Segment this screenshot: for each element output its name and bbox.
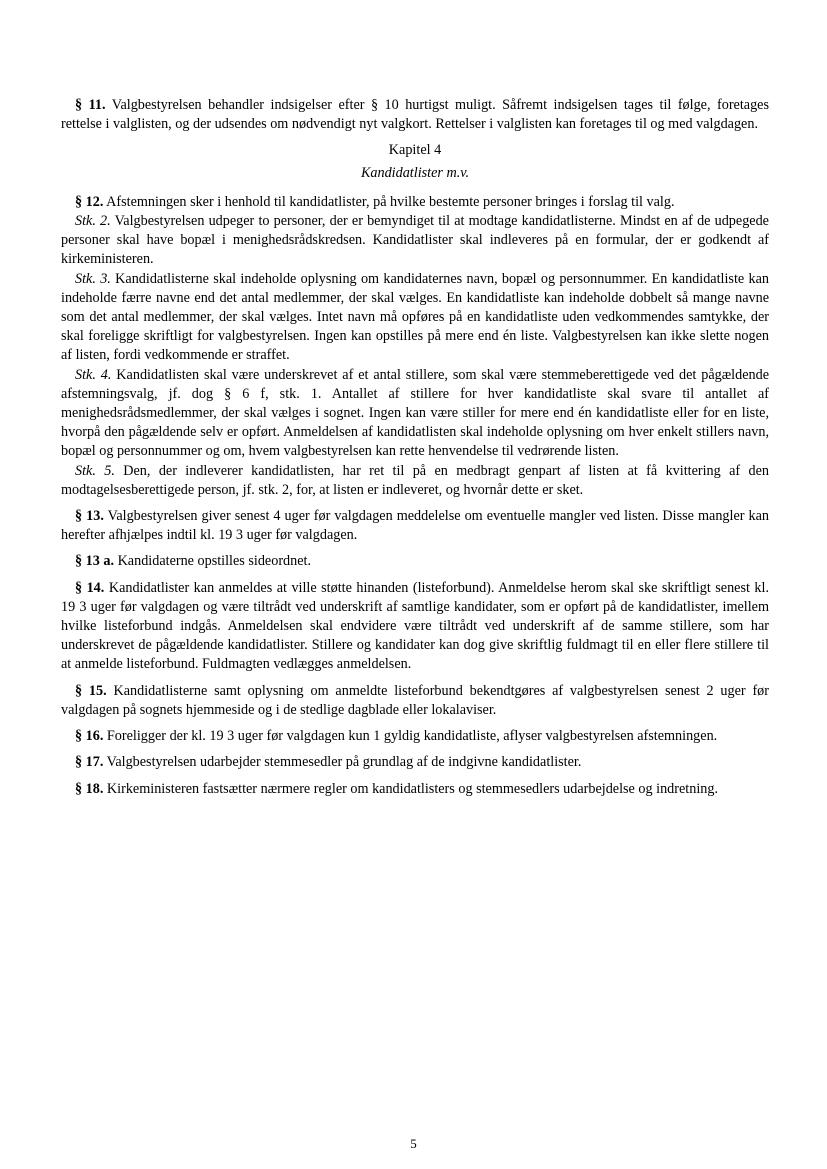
section-number: § 14. xyxy=(75,579,105,596)
chapter-subtitle: Kandidatlister m.v. xyxy=(360,164,470,181)
section-text: Kirkeministeren fastsætter nærmere regler om kandidatlisters og stemmesedlers udarbejdelse og indretning. xyxy=(103,780,718,797)
stk-text: Den, der indleverer kandidatlisten, har ret til på en medbragt genpart af listen at få kvittering af den modtagelsesberettigede person, jf. stk. 2, for, at listen er indleveret, og hvornår dette er sket. xyxy=(61,462,769,498)
section-12 xyxy=(61,193,769,212)
section-13a xyxy=(61,552,769,571)
section-number: § 11. xyxy=(75,97,106,113)
section-text: Valgbestyrelsen behandler indsigelser efter § 10 hurtigst muligt. Såfremt indsigelsen tages til følge, foretages rettelse i valglisten, og der udsendes om nødvendigt nyt valgkort. Rettelser i valglisten kan foretages til og med valgdagen. xyxy=(61,97,769,133)
section-text: Valgbestyrelsen giver senest 4 uger før valgdagen meddelelse om eventuelle mangler ved listen. Disse mangler kan herefter afhjælpes indtil kl. 19 3 uger før valgdagen. xyxy=(61,508,770,544)
stk-label: Stk. 4. xyxy=(75,366,112,383)
section-12-stk-5 xyxy=(61,462,769,500)
section-number: § 13 a. xyxy=(75,553,115,570)
section-12-stk-3 xyxy=(61,270,769,366)
stk-label: Stk. 5. xyxy=(75,462,115,479)
section-17 xyxy=(61,753,769,772)
section-text: Kandidaterne opstilles sideordnet. xyxy=(114,553,312,570)
section-text: Kandidatlisterne samt oplysning om anmeldte listeforbund bekendtgøres af valgbestyrelsen senest 2 uger før valgdagen på sognets hjemmeside og i de stedlige dagblade eller lokalaviser. xyxy=(61,682,769,718)
document-body xyxy=(61,96,769,806)
section-text: Foreligger der kl. 19 3 uger før valgdagen kun 1 gyldig kandidatliste, aflyser valgbestyrelsen afstemningen. xyxy=(103,728,718,745)
section-number: § 17. xyxy=(75,754,104,771)
section-13 xyxy=(61,507,769,545)
section-number: § 13. xyxy=(75,508,104,525)
section-18 xyxy=(61,780,769,799)
stk-text: Kandidatlisterne skal indeholde oplysning om kandidaternes navn, bopæl og personnummer. En kandidatliste kan indeholde færre navne end det antal medlemmer, der skal vælges. En kandidatliste kan indeholde dobbelt så mange navne som det antal medlemmer, der skal vælges. Intet navn må opføres på en kandidatliste uden vedkommendes samtykke, der skal foreligge skriftligt for valgbestyrelsen. Ingen kan opstilles på mere end én liste. Valgbestyrelsen kan ikke slette nogen af listen, fordi vedkommende er straffet. xyxy=(61,270,769,364)
stk-label: Stk. 3. xyxy=(75,270,111,287)
section-number: § 18. xyxy=(75,780,104,797)
section-text: Kandidatlister kan anmeldes at ville støtte hinanden (listeforbund). Anmeldelse herom skal ske skriftligt senest kl. 19 3 uger før valgdagen og være tiltrådt ved underskrift af samtlige kandidater, som er opført på de kandidatlister, imellem hvilke listeforbund indgås. Anmeldelsen skal endvidere være tiltrådt ved underskrift af de samme stillere, som har underskrevet de pågældende kandidatlister. Stillere og kandidater kan dog give skriftlig fuldmagt til en eller flere stillere til at anmelde listeforbund. Fuldmagten vedlægges anmeldelsen. xyxy=(61,579,769,673)
stk-label: Stk. 2. xyxy=(75,213,111,230)
section-number: § 16. xyxy=(75,728,104,745)
section-number: § 15. xyxy=(75,682,107,699)
stk-text: Kandidatlisten skal være underskrevet af et antal stillere, som skal være stemmeberettigede ved det pågældende afstemningsvalg, jf. dog § 6 f, stk. 1. Antallet af stillere for hver kandidatliste skal svare til antallet af menighedsrådsmedlemmer, der skal vælges i sognet. Ingen kan være stiller for mere end én kandidatliste eller for en liste, hvorpå den pågældende selv er opført. Anmeldelsen af kandidatlisten skal indeholde oplysning om hver enkelt stillers navn, bopæl og personnummer og om, hvem valgbestyrelsen kan rette henvendelse til vedrørende listen. xyxy=(61,366,769,460)
stk-text: Valgbestyrelsen udpeger to personer, der er bemyndiget til at modtage kandidatlisterne. Mindst en af de udpegede personer skal have bopæl i menighedsrådskredsen. Kandidatlister skal indleveres på en formular, der er godkendt af kirkeministeren. xyxy=(61,213,769,268)
section-12-stk-2 xyxy=(61,212,769,270)
section-11 xyxy=(61,96,769,134)
section-text: Valgbestyrelsen udarbejder stemmesedler på grundlag af de indgivne kandidatlister. xyxy=(103,754,582,771)
section-12-stk-4 xyxy=(61,366,769,462)
section-text: Afstemningen sker i henhold til kandidatlister, på hvilke bestemte personer bringes i forslag til valg. xyxy=(103,193,675,210)
section-15 xyxy=(61,682,769,720)
section-16 xyxy=(61,727,769,746)
section-number: § 12. xyxy=(75,193,104,210)
section-14 xyxy=(61,579,769,675)
page-number: 5 xyxy=(410,1136,417,1151)
chapter-title: Kapitel 4 xyxy=(388,142,442,159)
